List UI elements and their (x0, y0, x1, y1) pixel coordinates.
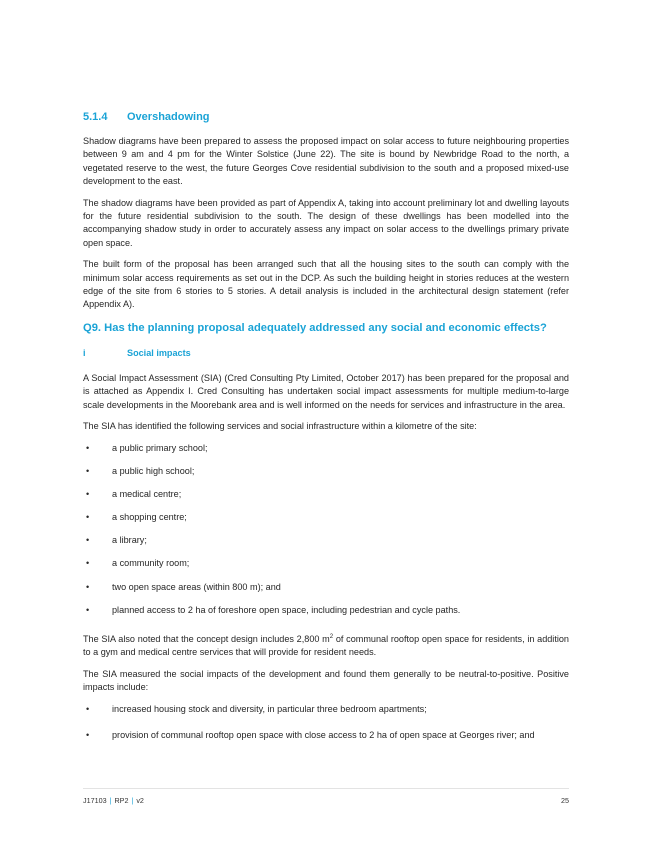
bullet: • (86, 512, 90, 523)
list-item (83, 465, 569, 488)
footer-separator: | (131, 796, 134, 805)
impacts-list (83, 703, 569, 755)
list-item (83, 511, 569, 534)
bullet: • (86, 703, 90, 714)
subsection-heading (83, 348, 569, 358)
footer-doc: RP2 (114, 796, 129, 805)
bullet: • (86, 465, 90, 476)
body-paragraph: The built form of the proposal has been arranged such that all the housing sites to the south can comply with the minimum solar access requirements as set out in the DCP. As such the building height in stories reduces at the western edge of the site from 6 stories to 5 stories. A detail analysis is included in the architectural design statement (refer Appendix A). (83, 259, 569, 310)
list-item-text: a public primary school; (112, 442, 208, 453)
body-paragraph: Shadow diagrams have been prepared to assess the proposed impact on solar access to future neighbouring properties between 9 am and 4 pm for the Winter Solstice (June 22). The site is bound by Newbridge Road to the north, a vegetated reserve to the west, the future Georges Cove residential subdivision to the south and a proposed mixed-use development to the east. (83, 136, 569, 187)
list-item-text: two open space areas (within 800 m); and (112, 581, 281, 592)
bullet: • (86, 442, 90, 453)
list-item-text: a community room; (112, 558, 190, 569)
list-item-text: a medical centre; (112, 488, 182, 499)
footer-separator: | (109, 796, 112, 805)
question-heading: Q9. Has the planning proposal adequately addressed any social and economic effects? (83, 321, 547, 334)
bullet: • (86, 558, 90, 569)
body-paragraph: The SIA measured the social impacts of the development and found them generally to be neutral-to-positive. Positive impacts include: (83, 668, 569, 693)
list-item (83, 442, 569, 465)
list-item (83, 557, 569, 580)
footer-version: v2 (136, 796, 144, 805)
list-item (83, 604, 569, 627)
footer-divider (83, 788, 569, 789)
body-paragraph: The SIA has identified the following services and social infrastructure within a kilometre of the site: (83, 421, 477, 432)
superscript: 2 (329, 633, 334, 640)
list-item (83, 488, 569, 511)
list-item-text: increased housing stock and diversity, in particular three bedroom apartments; (112, 703, 427, 714)
list-item (83, 534, 569, 557)
bullet: • (86, 488, 90, 499)
section-number: 5.1.4 (83, 111, 108, 123)
list-item-text: planned access to 2 ha of foreshore open space, including pedestrian and cycle paths. (112, 604, 461, 615)
list-item (83, 729, 569, 755)
body-paragraph (83, 633, 569, 660)
page-content (83, 111, 569, 761)
list-item (83, 581, 569, 604)
section-title: Overshadowing (127, 111, 210, 123)
body-paragraph: A Social Impact Assessment (SIA) (Cred Consulting Pty Limited, October 2017) has been prepared for the proposal and is attached as Appendix I. Cred Consulting has undertaken social impact assessments for multiple medium-to-large scale developments in the Moorebank area and is well informed on the needs for services and infrastructure in the area. (83, 372, 569, 410)
footer-job: J17103 (83, 796, 107, 805)
list-item-text: a shopping centre; (112, 512, 187, 523)
bullet: • (86, 729, 90, 740)
bullet: • (86, 581, 90, 592)
section-heading (83, 111, 569, 123)
bullet: • (86, 535, 90, 546)
list-item-text: a public high school; (112, 465, 195, 476)
list-item-text: provision of communal rooftop open space with close access to 2 ha of open space at Georges river; and (112, 729, 535, 740)
page-number: 25 (561, 796, 569, 805)
list-item (83, 703, 569, 729)
text-run: of communal rooftop open space for residents, in addition to a gym and medical centre services that will provide for resident needs. (83, 634, 569, 658)
subsection-title: Social impacts (127, 347, 191, 358)
list-item-text: a library; (112, 535, 147, 546)
footer-reference (83, 796, 144, 805)
body-paragraph: The shadow diagrams have been provided as part of Appendix A, taking into account preliminary lot and dwelling layouts for the future residential subdivision to the south. The design of these dwellings has been modelled into the accompanying shadow study in order to accurately assess any impact on solar access to the dwellings primary private open space. (83, 197, 569, 248)
bullet: • (86, 604, 90, 615)
text-run: The SIA also noted that the concept design includes 2,800 m (83, 634, 330, 644)
facilities-list (83, 442, 569, 628)
subsection-number: i (83, 347, 86, 358)
